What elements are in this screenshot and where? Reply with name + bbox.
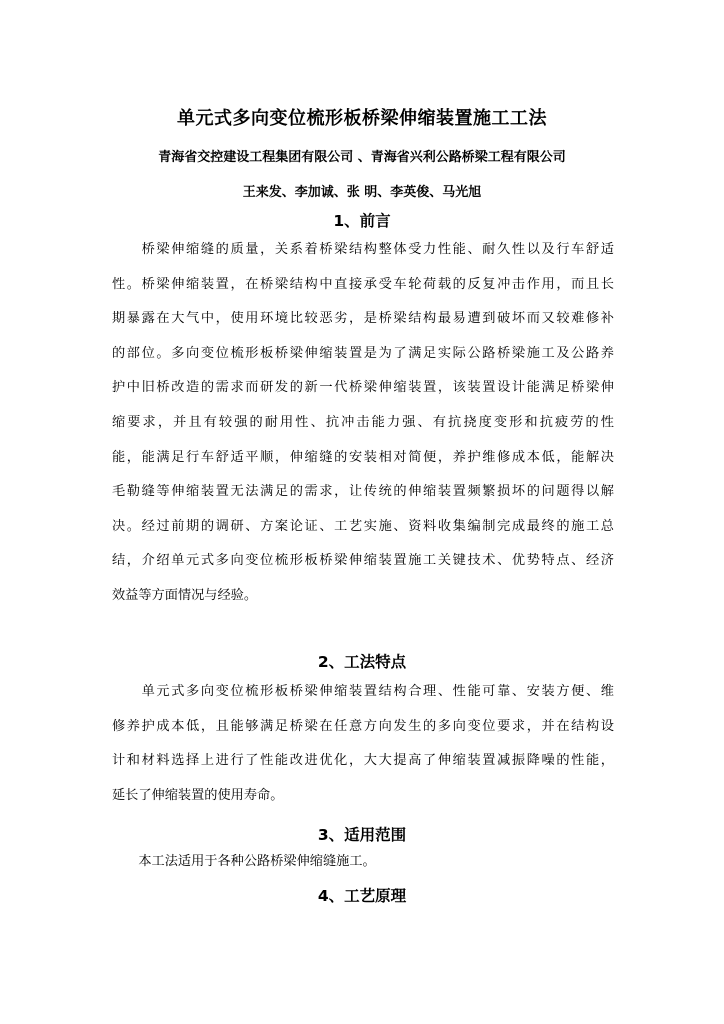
paragraph-line: 桥梁伸缩缝的质量，关系着桥梁结构整体受力性能、耐久性以及行车舒适 <box>112 242 614 257</box>
paragraph-line: 护中旧桥改造的需求而研发的新一代桥梁伸缩装置，该装置设计能满足桥梁伸 <box>112 380 614 396</box>
section-heading-3: 3、适用范围 <box>317 826 407 844</box>
paragraph-line: 性。桥梁伸缩装置，在桥梁结构中直接承受车轮荷载的反复冲击作用，而且长 <box>112 276 614 292</box>
paragraph-line: 效益等方面情况与经验。 <box>112 587 258 603</box>
paragraph-line: 延长了伸缩装置的使用寿命。 <box>112 787 284 803</box>
paragraph-line: 本工法适用于各种公路桥梁伸缩缝施工。 <box>112 854 376 869</box>
document-title: 单元式多向变位梳形板桥梁伸缩装置施工工法 <box>177 108 547 129</box>
organizations: 青海省交控建设工程集团有限公司 、青海省兴利公路桥梁工程有限公司 <box>158 150 566 165</box>
section-3-paragraph <box>112 845 614 880</box>
section-heading-1: 1、前言 <box>333 212 391 230</box>
section-1-paragraph <box>112 233 614 614</box>
authors: 王来发、李加诚、张 明、李英俊、马光旭 <box>242 185 482 200</box>
section-heading-2: 2、工法特点 <box>317 653 407 671</box>
paragraph-line: 决。经过前期的调研、方案论证、工艺实施、资料收集编制完成最终的施工总 <box>112 518 614 534</box>
section-heading-4: 4、工艺原理 <box>317 887 407 905</box>
paragraph-line: 毛勒缝等伸缩装置无法满足的需求，让传统的伸缩装置频繁损坏的问题得以解 <box>112 484 614 500</box>
paragraph-line: 期暴露在大气中，使用环境比较恶劣，是桥梁结构最易遭到破坏而又较难修补 <box>112 311 614 327</box>
paragraph-line: 修养护成本低，且能够满足桥梁在任意方向发生的多向变位要求，并在结构设 <box>112 718 614 734</box>
paragraph-line: 单元式多向变位梳形板桥梁伸缩装置结构合理、性能可靠、安装方便、维 <box>112 684 614 699</box>
paragraph-line: 结，介绍单元式多向变位梳形板桥梁伸缩装置施工关键技术、优势特点、经济 <box>112 553 614 569</box>
section-2-paragraph <box>112 675 614 813</box>
paragraph-line: 能，能满足行车舒适平顺，伸缩缝的安装相对简便，养护维修成本低，能解决 <box>112 449 614 465</box>
paragraph-line: 的部位。多向变位梳形板桥梁伸缩装置是为了满足实际公路桥梁施工及公路养 <box>112 345 614 361</box>
paragraph-line: 计和材料选择上进行了性能改进优化，大大提高了伸缩装置减振降噪的性能， <box>112 753 614 769</box>
paragraph-line: 缩要求，并且有较强的耐用性、抗冲击能力强、有抗挠度变形和抗疲劳的性 <box>112 414 614 430</box>
